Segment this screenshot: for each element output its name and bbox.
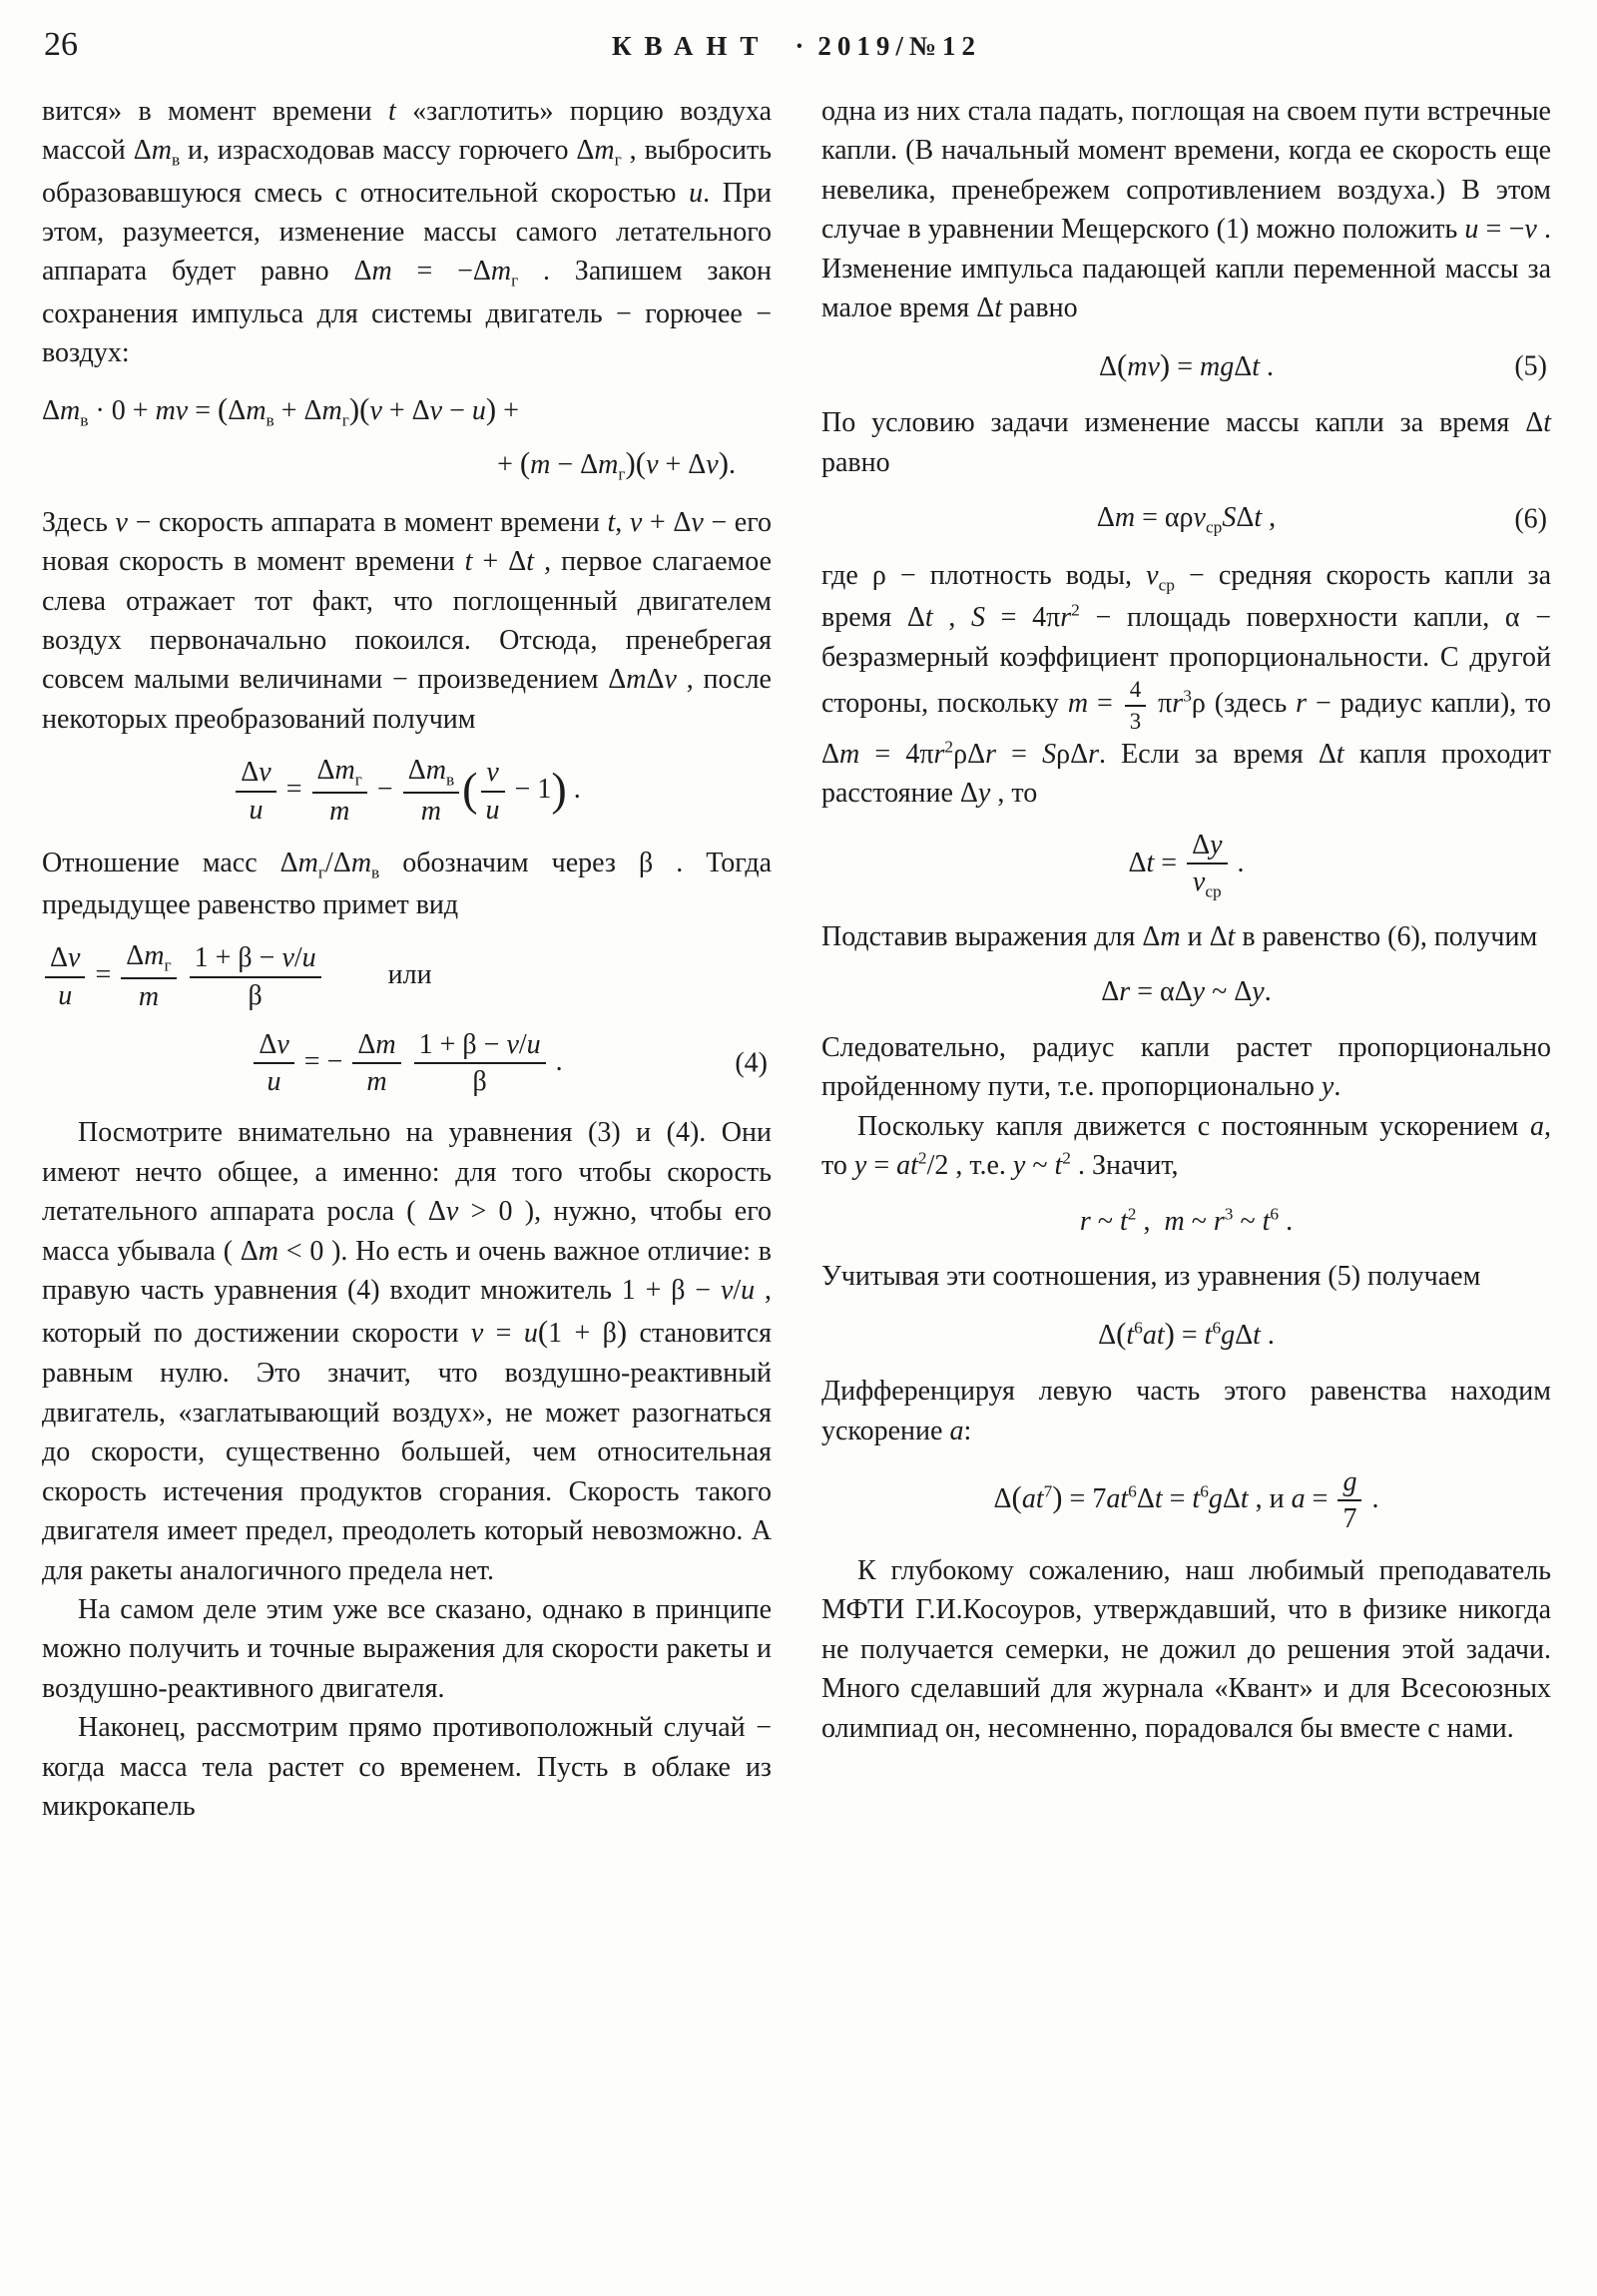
issue-label: 2019/№12 <box>817 31 982 61</box>
formula-content: $\frac{\Delta v}{u}$ = − $\frac{\Delta m}{m}$ $\frac{1 + \beta - v/u}{\beta}$ . <box>251 1046 562 1077</box>
paragraph <box>42 1113 772 1590</box>
paragraph-text: Посмотрите внимательно на уравнения (3) и (4). Они имеют нечто общее, а именно: для того чтобы скорость летательного аппарата росла ( Δv > 0 ), нужно, чтобы его масса убывала ( Δm < 0 ). Но есть и очень важное отличие: в правую часть уравнения (4) входит множитель 1 + β − v/u , который по достижении скорости v = u(1 + β) становится равным нулю. Это значит, что воздушно-реактивный двигатель, «заглатывающий воздух», не может разогнаться до скорости, существенно большей, чем относительная скорость истечения продуктов сгорания. Скорость такого двигателя имеет предел, преодолеть который невозможно. А для ракеты аналогичного предела нет. <box>42 1117 773 1586</box>
equation-number: (4) <box>735 1047 768 1079</box>
formula <box>821 830 1551 901</box>
paragraph-text: одна из них стала падать, поглощая на своем пути встречные капли. (В начальный момент времени, когда ее скорость еще невелика, пренебрежем сопротивлением воздуха.) В этом случае в уравнении Мещерского (1) можно положить u = −v . Изменение импульса падающей капли переменной массы за малое время Δt равно <box>821 96 1551 324</box>
paragraph-text: По условию задачи изменение массы капли за время Δt равно <box>821 407 1551 478</box>
formula-content: r ~ $t^2$ , m ~ $r^3$ ~ $t^6$ . <box>1079 1204 1294 1237</box>
formula-content: $\Delta(at^7) = 7at^6\Delta t = t^6g\Delta t$ , и a = $\frac{g}{7}$ . <box>993 1466 1379 1535</box>
formula-content: $\frac{\Delta v}{u}$ = $\frac{\Delta m_г}{m}$ $\frac{1 + \beta - v/u}{\beta}$ или <box>42 959 432 990</box>
paragraph <box>42 1708 772 1826</box>
paragraph-text: Учитывая эти соотношения, из уравнения (5) получаем <box>821 1261 1481 1293</box>
paragraph-text: Отношение масс $\Delta m_г/\Delta m_в$ обозначим через β . Тогда предыдущее равенство примет вид <box>42 847 772 920</box>
paragraph-text: Поскольку капля движется с постоянным ускорением a, то $y = at^2/2$ , т.е. y ~ $t^2$ . Значит, <box>821 1110 1551 1182</box>
formula-content: Δm = αρv$_{ср}$SΔt , <box>1096 502 1277 537</box>
paragraph <box>821 1257 1551 1296</box>
paragraph-text: где ρ − плотность воды, $v_{ср}$ − средняя скорость капли за время Δt , $S = 4\pi r^2$ − площадь поверхности капли, α − безразмерный коэффициент пропорциональности. С другой стороны, поскольку m = $\frac{4}{3}$ $\pi r^3\rho$ (здесь r − радиус капли), то $\Delta m = 4\pi r^2\rho\Delta r = S\rho\Delta r$. Если за время Δt капля проходит расстояние Δy , то <box>821 560 1552 810</box>
paragraph-text: Наконец, рассмотрим прямо противоположный случай − когда масса тела растет со временем. Пусть в облаке из микрокапель <box>42 1712 772 1823</box>
journal-title: КВАНТ <box>611 31 772 61</box>
formula <box>42 940 772 1012</box>
formula <box>821 1313 1551 1356</box>
paragraph-text: Дифференцируя левую часть этого равенства находим ускорение a: <box>821 1376 1551 1446</box>
paragraph <box>821 1107 1551 1186</box>
paragraph <box>42 1590 772 1708</box>
paragraph <box>821 1372 1551 1450</box>
paragraph <box>42 503 772 740</box>
formula-content: $\Delta(t^6at) = t^6g\Delta t$ . <box>1098 1316 1275 1351</box>
paragraph <box>821 92 1551 328</box>
formula-content: Δ(mv) = mgΔt . <box>1098 347 1275 382</box>
paragraph <box>42 844 772 925</box>
formula-content: $\Delta m_в \cdot 0$ + mv = $(\Delta m_в + \Delta m_г)(v + \Delta v - u)$ + + $(m - \Delta m_г)(v + \Delta v)$. <box>42 392 736 484</box>
formula <box>821 1466 1551 1535</box>
formula <box>42 1029 772 1098</box>
paragraph-text: вится» в момент времени t «заглотить» порцию воздуха массой $\Delta m_в$ и, израсходовав массу горючего $\Delta m_г$ , выбросить образовавшуюся смесь с относительной скоростью u. При этом, разумеется, изменение массы самого летательного аппарата будет равно $\Delta m = -\Delta m_г$ . Запишем закон сохранения импульса для системы двигатель − горючее − воздух: <box>42 96 772 368</box>
paragraph-text: Подставив выражения для Δm и Δt в равенство (6), получим <box>821 920 1538 952</box>
formula <box>821 498 1551 540</box>
paragraph-text: Следовательно, радиус капли растет пропорционально пройденному пути, т.е. пропорционально y. <box>821 1031 1551 1103</box>
equation-number: (5) <box>1514 349 1547 381</box>
formula-content: Δr = αΔy ~ Δy. <box>1101 976 1272 1008</box>
formula <box>42 388 772 486</box>
page-number: 26 <box>44 26 78 63</box>
right-column <box>821 92 1551 1827</box>
journal-masthead <box>42 24 1551 62</box>
paragraph <box>821 1551 1551 1748</box>
formula <box>821 344 1551 387</box>
paragraph-text: Здесь v − скорость аппарата в момент времени t, v + Δv − его новая скорость в момент времени t + Δt , первое слагаемое слева отражает тот факт, что поглощенный двигателем воздух первоначально покоился. Отсюда, пренебрегая совсем малыми величинами − произведением ΔmΔv , после некоторых преобразований получим <box>42 506 773 735</box>
paragraph <box>821 556 1551 813</box>
formula <box>821 1202 1551 1241</box>
equation-number: (6) <box>1514 503 1547 535</box>
paragraph <box>821 1028 1551 1107</box>
running-head <box>42 24 1551 72</box>
formula-content: Δt = $\frac{\Delta y}{v_{ср}}$ . <box>1128 829 1245 901</box>
formula-content: $\frac{\Delta v}{u}$ = $\frac{\Delta m_г}{m}$ − $\frac{\Delta m_в}{m}$ ( $\frac{v}{u}$ − 1) . <box>233 774 580 805</box>
formula <box>821 972 1551 1011</box>
head-separator: · <box>795 31 804 61</box>
left-column <box>42 92 772 1827</box>
paragraph <box>42 92 772 372</box>
paragraph <box>821 917 1551 956</box>
paragraph-text: К глубокому сожалению, наш любимый преподаватель МФТИ Г.И.Косоуров, утверждавший, что в физике никогда не получается семерки, не дожил до решения этой задачи. Много сделавший для журнала «Квант» и для Всесоюзных олимпиад он, несомненно, порадовался бы вместе с нами. <box>821 1554 1551 1744</box>
two-column-body <box>42 92 1551 1827</box>
paragraph-text: На самом деле этим уже все сказано, однако в принципе можно получить и точные выражения для скорости ракеты и воздушно-реактивного двигателя. <box>42 1594 772 1704</box>
paragraph <box>821 403 1551 482</box>
formula <box>42 755 772 827</box>
